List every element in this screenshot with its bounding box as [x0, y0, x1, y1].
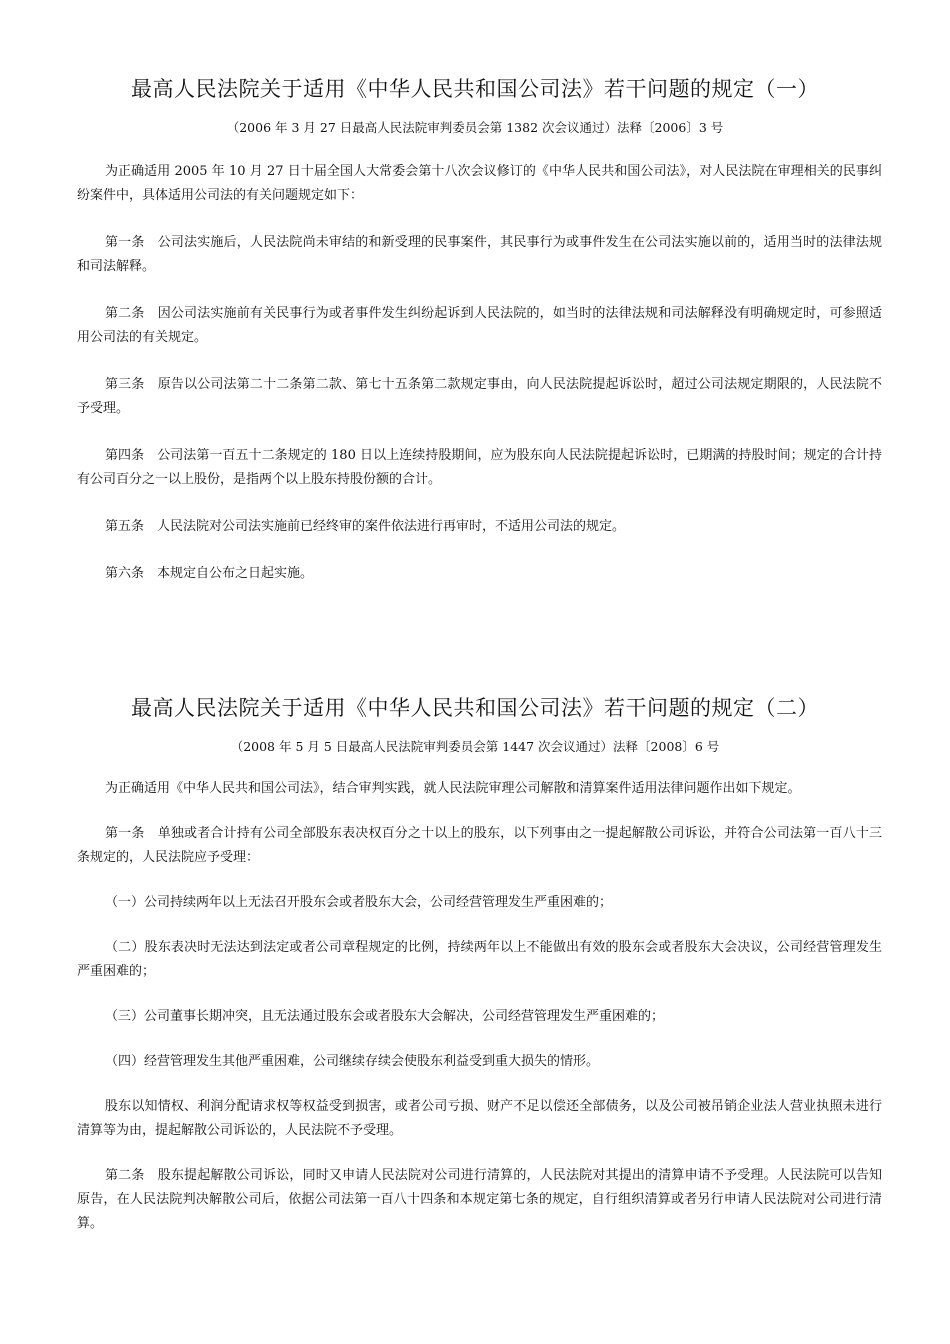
article-paragraph: 第四条 公司法第一百五十二条规定的 180 日以上连续持股期间，应为股东向人民法院提起诉讼时，已期满的持股时间；规定的合计持有公司百分之一以上股份，是指两个以上股东持股份额的合计。	[77, 448, 882, 487]
article-paragraph: 第二条 因公司法实施前有关民事行为或者事件发生纠纷起诉到人民法院的，如当时的法律法规和司法解释没有明确规定时，可参照适用公司法的有关规定。	[77, 306, 882, 345]
article-paragraph: 第六条 本规定自公布之日起实施。	[105, 566, 314, 581]
list-item-paragraph: （二）股东表决时无法达到法定或者公司章程规定的比例，持续两年以上不能做出有效的股东会或者股东大会决议，公司经营管理发生严重困难的；	[77, 940, 882, 979]
article-paragraph: 第五条 人民法院对公司法实施前已经终审的案件依法进行再审时，不适用公司法的规定。	[105, 519, 626, 534]
list-item-paragraph: （三）公司董事长期冲突，且无法通过股东会或者股东大会解决，公司经营管理发生严重困难的；	[105, 1009, 665, 1024]
article-paragraph: 第三条 原告以公司法第二十二条第二款、第七十五条第二款规定事由，向人民法院提起诉讼时，超过公司法规定期限的，人民法院不予受理。	[77, 377, 882, 416]
list-item-paragraph: （四）经营管理发生其他严重困难，公司继续存续会使股东利益受到重大损失的情形。	[105, 1054, 600, 1069]
document-subtitle: （2008 年 5 月 5 日最高人民法院审判委员会第 1447 次会议通过）法释〔2008〕6 号	[230, 739, 720, 754]
document-title: 最高人民法院关于适用《中华人民共和国公司法》若干问题的规定（一）	[131, 77, 819, 101]
document-body	[77, 160, 882, 586]
article-paragraph: 第一条 单独或者合计持有公司全部股东表决权百分之十以上的股东，以下列事由之一提起解散公司诉讼，并符合公司法第一百八十三条规定的，人民法院应予受理：	[77, 826, 882, 865]
body-paragraph: 股东以知情权、利润分配请求权等权益受到损害，或者公司亏损、财产不足以偿还全部债务，以及公司被吊销企业法人营业执照未进行清算等为由，提起解散公司诉讼的，人民法院不予受理。	[77, 1099, 882, 1138]
preamble-paragraph: 为正确适用 2005 年 10 月 27 日十届全国人大常委会第十八次会议修订的《中华人民共和国公司法》，对人民法院在审理相关的民事纠纷案件中，具体适用公司法的有关问题规定如下：	[77, 164, 882, 203]
list-item-paragraph: （一）公司持续两年以上无法召开股东会或者股东大会，公司经营管理发生严重困难的；	[105, 895, 613, 910]
document-body	[77, 777, 882, 1236]
preamble-paragraph: 为正确适用《中华人民共和国公司法》，结合审判实践，就人民法院审理公司解散和清算案件适用法律问题作出如下规定。	[105, 781, 801, 796]
article-paragraph: 第二条 股东提起解散公司诉讼，同时又申请人民法院对公司进行清算的，人民法院对其提出的清算申请不予受理。人民法院可以告知原告，在人民法院判决解散公司后，依据公司法第一百八十四条和本规定第七条的规定，自行组织清算或者另行申请人民法院对公司进行清算。	[77, 1168, 882, 1231]
regulation-section-one	[0, 70, 950, 609]
regulation-section-two	[0, 689, 950, 1257]
document-subtitle: （2006 年 3 月 27 日最高人民法院审判委员会第 1382 次会议通过）法释〔2006〕3 号	[226, 120, 724, 135]
article-paragraph: 第一条 公司法实施后，人民法院尚未审结的和新受理的民事案件，其民事行为或事件发生在公司法实施以前的，适用当时的法律法规和司法解释。	[77, 235, 882, 274]
document-title: 最高人民法院关于适用《中华人民共和国公司法》若干问题的规定（二）	[131, 696, 819, 720]
